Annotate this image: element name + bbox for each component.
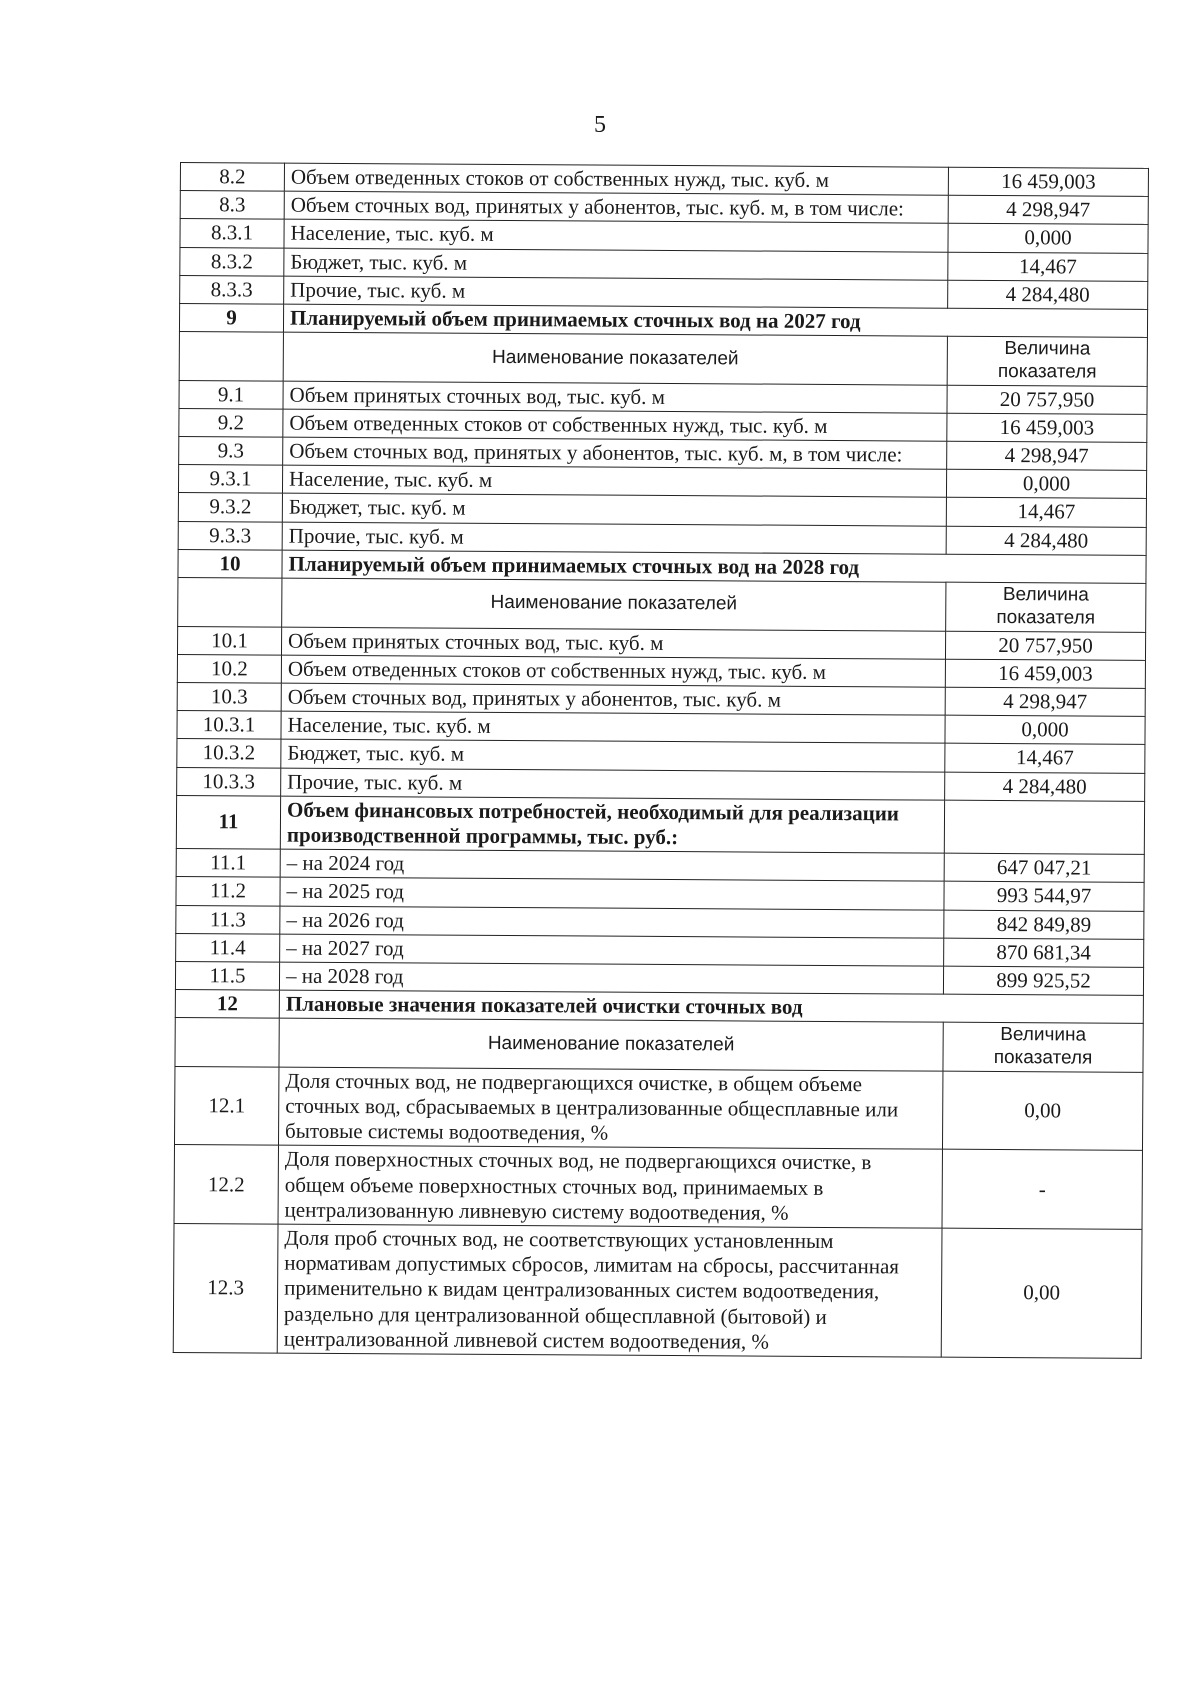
indicators-table [173,162,1149,1359]
row-value: 4 284,480 [945,772,1145,801]
row-number: 10.2 [177,654,281,683]
table-row [174,1066,1142,1150]
row-indicator-name: Объем принятых сточных вод, тыс. куб. м [281,627,945,659]
row-value: 14,467 [948,252,1148,281]
row-number: 10.3.3 [177,767,281,796]
row-indicator-name: Бюджет, тыс. куб. м [281,740,945,772]
row-value: 842 849,89 [944,910,1144,939]
header-name-label: Наименование показателей [283,332,947,385]
row-indicator-name: Бюджет, тыс. куб. м [282,494,946,526]
section-title: Планируемый объем принимаемых сточных вод на 2028 год [282,550,1146,583]
column-header-row [179,332,1147,387]
row-indicator-name: Объем отведенных стоков от собственных нужд, тыс. куб. м [283,409,947,441]
row-value: 4 298,947 [947,441,1147,470]
row-number: 9.2 [179,408,283,437]
row-value: 0,000 [945,715,1145,744]
row-indicator-name: Объем отведенных стоков от собственных нужд, тыс. куб. м [284,163,948,195]
section-number: 10 [178,549,282,578]
row-value: 14,467 [945,744,1145,773]
row-indicator-name: Доля сточных вод, не подвергающихся очистке, в общем объеме сточных вод, сбрасываемых в централизованные общесплавные или бытовые системы водоотведения, % [278,1067,942,1150]
row-number: 8.2 [180,163,284,192]
row-number: 9.3 [179,437,283,466]
column-header-row [178,578,1146,633]
row-value: 647 047,21 [944,853,1144,882]
row-number: 8.3.3 [180,275,284,304]
row-value: 20 757,950 [947,385,1147,414]
section-number: 12 [175,990,279,1019]
row-value: 993 544,97 [944,881,1144,910]
row-indicator-name: – на 2025 год [280,877,944,909]
row-value: 0,00 [942,1071,1142,1151]
header-number-cell [178,578,282,627]
row-number: 8.3.1 [180,219,284,248]
row-indicator-name: Население, тыс. куб. м [281,711,945,743]
row-indicator-name: Население, тыс. куб. м [284,220,948,252]
row-value: 14,467 [946,498,1146,527]
row-indicator-name: Прочие, тыс. куб. м [282,522,946,554]
header-value-label: Величина показателя [946,582,1146,632]
row-number: 10.1 [177,626,281,655]
row-indicator-name: Доля поверхностных сточных вод, не подвергающихся очистке, в общем объеме поверхностных сточных вод, принимаемых в централизованную ливневую систему водоотведения, % [278,1146,942,1229]
row-value: 870 681,34 [944,938,1144,967]
row-value: 20 757,950 [945,631,1145,660]
row-number: 11.5 [175,961,279,990]
row-number: 8.3 [180,191,284,220]
header-number-cell [179,332,283,381]
header-name-label: Наименование показателей [282,578,946,631]
row-number: 11.4 [176,933,280,962]
row-number: 11.1 [176,849,280,878]
row-value: 0,000 [948,224,1148,253]
row-indicator-name: Объем принятых сточных вод, тыс. куб. м [283,381,947,413]
row-indicator-name: Объем сточных вод, принятых у абонентов, тыс. куб. м, в том числе: [284,191,948,223]
header-value-label: Величина показателя [947,336,1147,386]
row-value: 899 925,52 [943,966,1143,995]
row-value: 4 298,947 [948,195,1148,224]
row-number: 10.3 [177,682,281,711]
section-title: Объем финансовых потребностей, необходимый для реализации производственной программы, тыс. руб.: [280,796,944,853]
row-number: 9.1 [179,380,283,409]
header-number-cell [175,1018,279,1067]
row-number: 10.3.2 [177,739,281,768]
row-number: 12.2 [174,1145,278,1224]
table-row [173,1223,1142,1358]
row-indicator-name: Объем сточных вод, принятых у абонентов, тыс. куб. м, в том числе: [283,437,947,469]
section-number: 11 [176,795,280,849]
row-value: 4 284,480 [948,280,1148,309]
header-value-label: Величина показателя [943,1022,1143,1072]
row-value: 16 459,003 [945,659,1145,688]
row-value: 4 298,947 [945,687,1145,716]
row-indicator-name: Объем отведенных стоков от собственных нужд, тыс. куб. м [281,655,945,687]
row-indicator-name: Объем сточных вод, принятых у абонентов, тыс. куб. м [281,683,945,715]
row-value: 0,00 [941,1228,1142,1358]
row-number: 11.2 [176,877,280,906]
column-header-row [175,1018,1143,1073]
row-indicator-name: Прочие, тыс. куб. м [284,276,948,308]
row-value: 16 459,003 [947,413,1147,442]
row-indicator-name: – на 2027 год [280,934,944,966]
row-indicator-name: – на 2028 год [279,962,943,994]
row-number: 12.1 [174,1066,278,1145]
row-value: - [942,1150,1142,1230]
page-number: 5 [594,112,606,138]
row-number: 9.3.2 [178,493,282,522]
section-title: Плановые значения показателей очистки сточных вод [279,990,1143,1023]
row-number: 9.3.1 [178,465,282,494]
row-number: 12.3 [173,1223,278,1353]
row-value: 16 459,003 [948,167,1148,196]
row-value: 4 284,480 [946,526,1146,555]
row-number: 10.3.1 [177,711,281,740]
row-number: 8.3.2 [180,247,284,276]
row-indicator-name: – на 2024 год [280,849,944,881]
row-indicator-name: Бюджет, тыс. куб. м [284,248,948,280]
section-value [944,800,1144,855]
section-title: Планируемый объем принимаемых сточных вод на 2027 год [283,304,1147,337]
row-indicator-name: – на 2026 год [280,906,944,938]
row-indicator-name: Прочие, тыс. куб. м [281,768,945,800]
section-row [176,795,1144,854]
section-number: 9 [179,303,283,332]
row-number: 11.3 [176,905,280,934]
indicators-table-body [173,163,1148,1359]
row-indicator-name: Доля проб сточных вод, не соответствующих установленным нормативам допустимых сбросов, лимитам на сбросы, рассчитанная применительно к видам централизованных систем водоотведения, раздельно для централизованной общесплавной (бытовой) и централизованной ливневой систем водоотведения, % [277,1224,942,1357]
row-indicator-name: Население, тыс. куб. м [282,465,946,497]
row-number: 9.3.3 [178,521,282,550]
header-name-label: Наименование показателей [279,1018,943,1071]
table-row [174,1145,1142,1229]
row-value: 0,000 [946,469,1146,498]
